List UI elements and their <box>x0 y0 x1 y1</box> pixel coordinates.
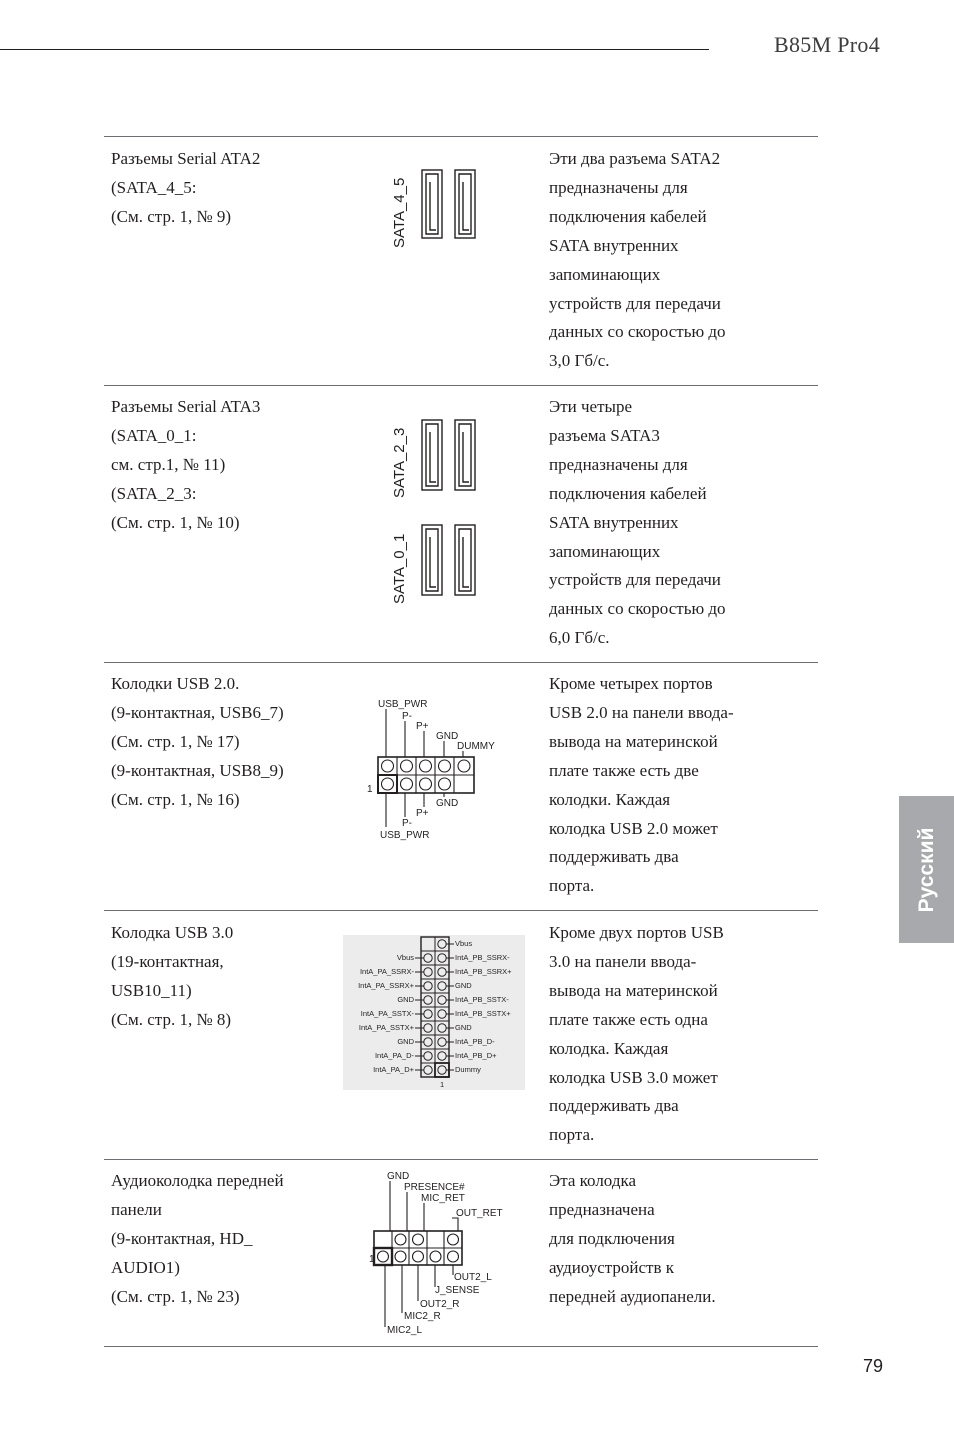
usb3-label-left: IntA_PA_D+ <box>373 1065 414 1074</box>
sata2-title: Разъемы Serial ATA2 (SATA_4_5: (См. стр. 1, № 9) <box>111 149 261 226</box>
usb3-description: Кроме двух портов USB 3.0 на панели ввода- вывода на материнской плате также есть одна колодка. Каждая колодка USB 3.0 может поддерживать два порта. <box>549 923 724 1145</box>
sata2-connector-diagram <box>385 160 495 260</box>
usb3-label-left: IntA_PA_D- <box>374 1051 414 1060</box>
language-tab <box>899 796 954 943</box>
usb3-header-diagram <box>343 935 525 1097</box>
usb2-label-usb-pwr-top: USB_PWR <box>378 699 428 710</box>
usb3-label-right: IntA_PB_SSRX- <box>455 953 510 962</box>
sata-0-1-label: SATA_0_1 <box>391 533 408 604</box>
usb2-label-gnd-top: GND <box>436 731 459 742</box>
table-rule <box>104 1159 818 1160</box>
hd-audio-description: Эта колодка предназначена для подключения аудиоустройств к передней аудиопанели. <box>549 1171 716 1306</box>
usb3-label-right: IntA_PB_SSTX+ <box>455 1009 511 1018</box>
usb3-label-right: IntA_PB_SSTX- <box>455 995 509 1004</box>
usb3-label-right: IntA_PB_D+ <box>455 1051 497 1060</box>
audio-pin1-label: 1 <box>369 1254 375 1265</box>
usb2-title: Колодки USB 2.0. (9-контактная, USB6_7) (См. стр. 1, № 17) (9-контактная, USB8_9) (См. стр. 1, № 16) <box>111 674 284 809</box>
usb3-label-left: IntA_PA_SSTX+ <box>358 1023 414 1032</box>
audio-label-mic-ret: MIC_RET <box>421 1193 465 1204</box>
hd-audio-header-diagram <box>365 1167 510 1344</box>
usb3-label-right: GND <box>455 1023 472 1032</box>
usb3-label-left: GND <box>397 995 414 1004</box>
audio-label-out2-l: OUT2_L <box>454 1272 492 1283</box>
usb2-header-diagram <box>360 693 510 848</box>
usb2-label-p-plus-top: P+ <box>416 721 429 732</box>
audio-label-out2-r: OUT2_R <box>420 1299 460 1310</box>
usb2-label-dummy: DUMMY <box>457 741 495 752</box>
audio-label-j-sense: J_SENSE <box>435 1285 480 1296</box>
table-rule <box>104 910 818 911</box>
audio-label-gnd: GND <box>387 1171 410 1182</box>
audio-label-mic2-l: MIC2_L <box>387 1325 423 1336</box>
usb3-label-right: Vbus <box>455 939 473 948</box>
audio-label-presence: PRESENCE# <box>404 1182 465 1193</box>
usb3-pin1-label: 1 <box>440 1080 445 1089</box>
sata-2-3-label: SATA_2_3 <box>391 427 408 498</box>
sata3-connector-diagram <box>385 410 495 615</box>
usb2-label-gnd-bottom: GND <box>436 798 459 809</box>
sata2-description: Эти два разъема SATA2 предназначены для подключения кабелей SATA внутренних запоминающих устройств для передачи данных со скоростью до 3,0 Гб/с. <box>549 149 726 371</box>
usb3-label-right: IntA_PB_D- <box>455 1037 495 1046</box>
usb3-label-right: GND <box>455 981 472 990</box>
usb3-label-left: IntA_PA_SSRX+ <box>358 981 414 990</box>
table-rule-top <box>104 136 818 137</box>
usb3-label-right: Dummy <box>455 1065 481 1074</box>
usb2-pin1-label: 1 <box>367 784 373 795</box>
sata-4-5-label: SATA_4_5 <box>391 177 408 248</box>
usb2-label-p-minus-bottom: P- <box>402 818 412 829</box>
model-title: B85M Pro4 <box>774 32 880 57</box>
usb3-label-left: Vbus <box>396 953 414 962</box>
page-number: 79 <box>863 1356 884 1376</box>
usb2-label-usb-pwr-bottom: USB_PWR <box>380 830 430 841</box>
usb2-label-p-minus-top: P- <box>402 711 412 722</box>
table-rule-bottom <box>104 1346 818 1347</box>
usb3-label-left: IntA_PA_SSRX- <box>359 967 414 976</box>
table-rule <box>104 662 818 663</box>
usb2-description: Кроме четырех портов USB 2.0 на панели ввода- вывода на материнской плате также есть две колодки. Каждая колодка USB 2.0 может поддерживать два порта. <box>549 674 734 896</box>
language-tab-label: Русский <box>914 827 938 912</box>
usb3-label-right: IntA_PB_SSRX+ <box>455 967 512 976</box>
sata3-title: Разъемы Serial ATA3 (SATA_0_1: см. стр.1, № 11) (SATA_2_3: (См. стр. 1, № 10) <box>111 397 261 532</box>
usb3-title: Колодка USB 3.0 (19-контактная, USB10_11) (См. стр. 1, № 8) <box>111 923 234 1029</box>
audio-label-mic2-r: MIC2_R <box>404 1311 441 1322</box>
audio-label-out-ret: OUT_RET <box>456 1208 503 1219</box>
usb2-label-p-plus-bottom: P+ <box>416 808 429 819</box>
usb3-label-left: IntA_PA_SSTX- <box>360 1009 414 1018</box>
table-rule <box>104 385 818 386</box>
hd-audio-title: Аудиоколодка передней панели (9-контактная, HD_ AUDIO1) (См. стр. 1, № 23) <box>111 1171 284 1306</box>
sata3-description: Эти четыре разъема SATA3 предназначены для подключения кабелей SATA внутренних запоминающих устройств для передачи данных со скоростью до 6,0 Гб/с. <box>549 397 726 648</box>
header-rule <box>0 49 709 50</box>
usb3-label-left: GND <box>397 1037 414 1046</box>
